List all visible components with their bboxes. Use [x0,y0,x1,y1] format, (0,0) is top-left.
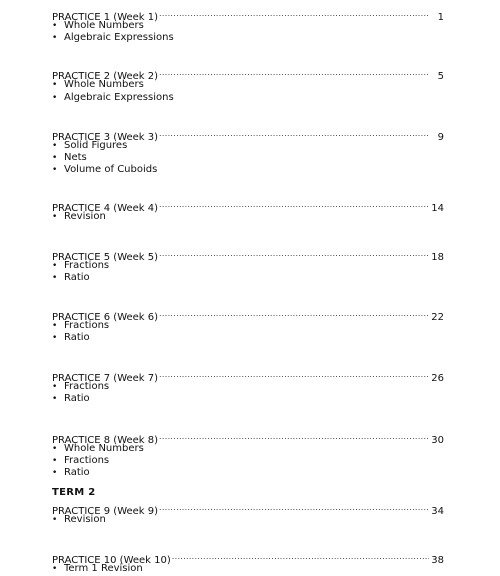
bullet-icon: • [52,212,58,223]
toc-entry-page-number: 9 [437,131,444,143]
toc-topic-item [52,393,444,405]
toc-entry-heading[interactable] [52,247,444,263]
toc-topic-label: Ratio [64,332,90,344]
toc-topic-label: Fractions [64,381,110,393]
dot-leader [159,7,429,20]
toc-entry [52,550,444,575]
toc-topic-label: Whole Numbers [64,79,144,91]
toc-entry-page-number: 34 [431,506,444,518]
bullet-icon: • [52,468,58,478]
toc-entry-heading[interactable] [52,368,444,385]
dot-leader [159,430,429,443]
dot-leader [159,307,429,320]
bullet-icon: • [52,564,58,575]
toc-entry-heading[interactable] [52,7,444,23]
bullet-icon: • [52,272,58,283]
toc-entry-page-number: 22 [431,311,444,323]
bullet-icon: • [52,333,58,344]
toc-entry-page-number: 5 [437,71,444,83]
toc-entry-heading[interactable] [52,430,444,446]
bullet-icon: • [52,92,58,103]
bullet-icon: • [52,140,58,151]
toc-topic-item [52,79,444,91]
toc-entry-page-number: 1 [437,12,444,23]
toc-topic-item [52,455,444,467]
toc-topic-label: Whole Numbers [64,442,144,454]
toc-topic-label: Fractions [64,454,110,466]
toc-entry-title: PRACTICE 1 (Week 1) [52,12,159,23]
toc-entry [52,66,444,103]
toc-entry [52,198,444,223]
bullet-icon: • [52,515,58,526]
toc-entry-title: PRACTICE 5 (Week 5) [52,251,159,263]
toc-entry [52,368,444,405]
toc-entry-title: PRACTICE 8 (Week 8) [52,434,159,446]
toc-entry [52,307,444,344]
dot-leader [159,198,429,211]
toc-entry-title: PRACTICE 2 (Week 2) [52,71,159,83]
toc-entry [52,247,444,284]
toc-entry-heading[interactable] [52,501,444,518]
dot-leader [159,66,429,79]
toc-topic-item [52,563,444,575]
bullet-icon: • [52,443,58,454]
bullet-icon: • [52,455,58,466]
toc-entry-title: PRACTICE 7 (Week 7) [52,373,159,385]
toc-entry-title: PRACTICE 3 (Week 3) [52,131,159,143]
toc-entry-page-number: 18 [431,251,444,263]
toc-topic-label: Nets [64,151,87,163]
toc-entry-heading[interactable] [52,66,444,83]
toc-topic-label: Algebraic Expressions [64,91,174,103]
toc-topic-label: Solid Figures [64,139,128,151]
toc-entry [52,430,444,480]
toc-topic-item [52,272,444,284]
table-of-contents [52,7,444,576]
toc-entry-page-number: 14 [431,203,444,215]
toc-entry [52,7,444,44]
toc-entry-page-number: 38 [431,555,444,567]
bullet-icon: • [52,80,58,91]
toc-topic-item [52,152,444,164]
dot-leader [159,501,429,514]
toc-topic-item [52,467,444,479]
toc-topic-item [52,92,444,104]
bullet-icon: • [52,152,58,163]
toc-topic-item [52,32,444,44]
bullet-icon: • [52,382,58,393]
bullet-icon: • [52,394,58,405]
toc-topic-label: Term 1 Revision [64,563,143,575]
toc-topic-label: Fractions [64,319,110,331]
toc-entry-heading[interactable] [52,127,444,143]
bullet-icon: • [52,320,58,331]
toc-entry-title: PRACTICE 6 (Week 6) [52,311,159,323]
toc-entry-heading[interactable] [52,307,444,323]
toc-topic-item [52,164,444,176]
toc-topic-label: Revision [64,514,106,526]
toc-topic-item [52,140,444,152]
toc-entry-title: PRACTICE 9 (Week 9) [52,506,159,518]
bullet-icon: • [52,21,58,31]
toc-entry [52,501,444,526]
toc-topic-label: Ratio [64,393,90,405]
toc-entry [52,127,444,177]
toc-topic-item [52,20,444,32]
toc-entry-title: PRACTICE 4 (Week 4) [52,203,159,215]
dot-leader [159,127,429,140]
toc-entry-title: PRACTICE 10 (Week 10) [52,555,171,567]
toc-entry-heading[interactable] [52,550,444,567]
toc-entry-heading[interactable] [52,198,444,215]
toc-topic-label: Fractions [64,259,110,271]
toc-topic-label: Revision [64,211,106,223]
toc-topic-item [52,332,444,344]
bullet-icon: • [52,260,58,271]
toc-topic-item [52,443,444,455]
toc-topic-label: Ratio [64,271,90,283]
toc-topic-label: Whole Numbers [64,20,144,31]
toc-topic-label: Volume of Cuboids [64,164,158,176]
dot-leader [159,368,429,381]
toc-topic-label: Ratio [64,467,90,478]
dot-leader [159,247,429,260]
toc-entry-page-number: 30 [431,434,444,446]
toc-entry-page-number: 26 [431,373,444,385]
bullet-icon: • [52,165,58,176]
toc-topic-label: Algebraic Expressions [64,32,174,44]
dot-leader [172,550,429,563]
bullet-icon: • [52,33,58,44]
term-heading: TERM 2 [52,487,96,498]
